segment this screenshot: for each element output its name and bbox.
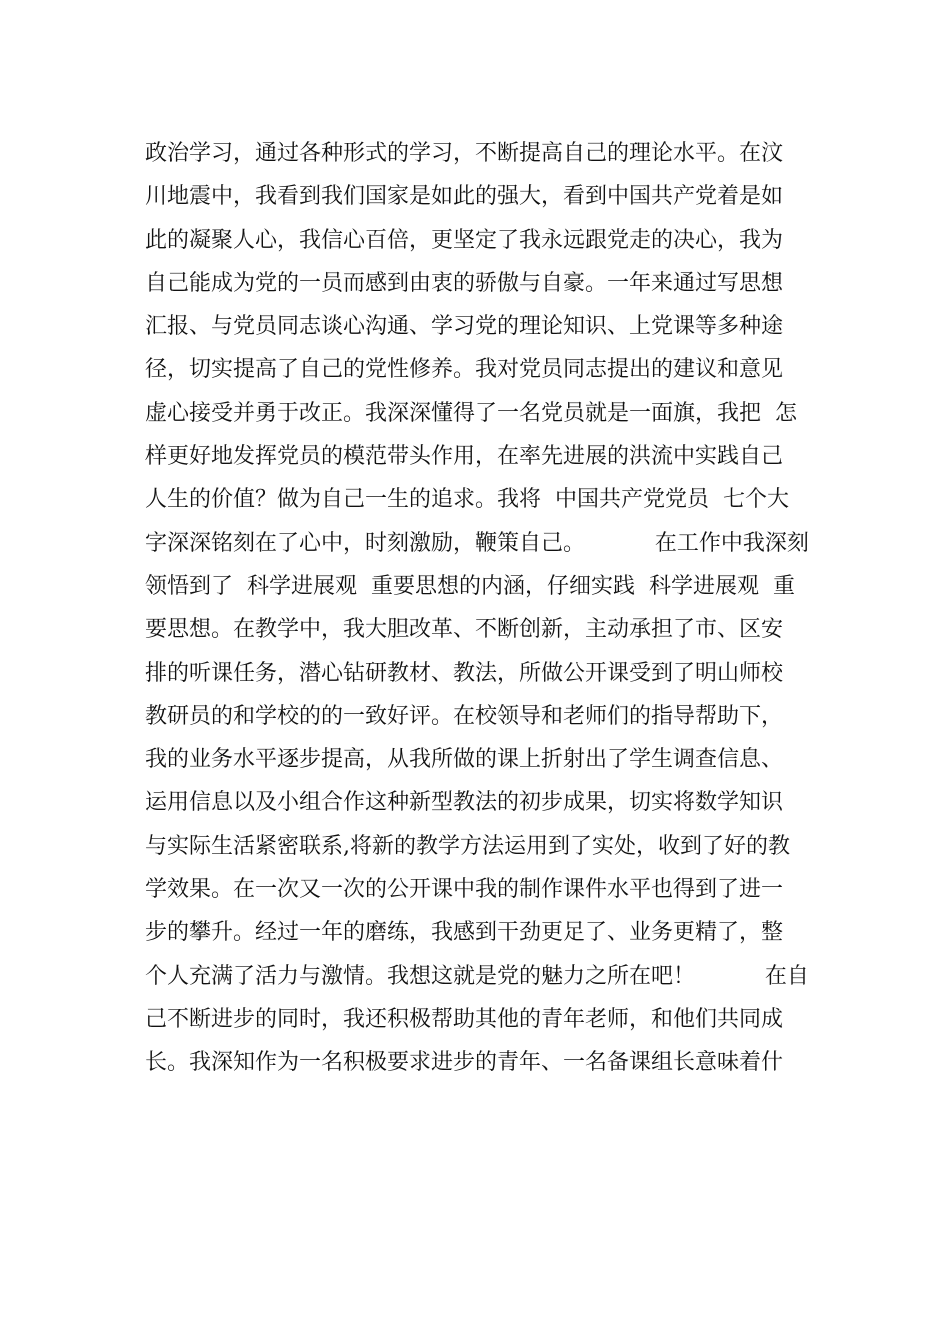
text-line: 虚心接受并勇于改正。我深深懂得了一名党员就是一面旗，我把 怎	[145, 400, 797, 426]
text-line: 汇报、与党员同志谈心沟通、学习党的理论知识、上党课等多种途	[145, 314, 784, 340]
text-line: 人生的价值？做为自己一生的追求。我将 中国共产党党员 七个大	[145, 487, 789, 513]
body-text	[145, 132, 815, 1085]
text-line: 己不断进步的同时，我还积极帮助其他的青年老师，和他们共同成	[145, 1006, 784, 1032]
text-line: 步的攀升。经过一年的磨练，我感到干劲更足了、业务更精了，整	[145, 920, 784, 946]
text-line: 运用信息以及小组合作这种新型教法的初步成果，切实将数学知识	[145, 790, 784, 816]
text-line: 要思想。在教学中，我大胆改革、不断创新，主动承担了市、区安	[145, 617, 784, 643]
text-line: 样更好地发挥党员的模范带头作用，在率先进展的洪流中实践自己	[145, 444, 784, 470]
text-line: 教研员的和学校的的一致好评。在校领导和老师们的指导帮助下，	[145, 703, 784, 729]
text-line: 我的业务水平逐步提高，从我所做的课上折射出了学生调查信息、	[145, 747, 784, 773]
text-line: 学效果。在一次又一次的公开课中我的制作课件水平也得到了进一	[145, 877, 784, 903]
text-line: 字深深铭刻在了心中，时刻激励，鞭策自己。 在工作中我深刻	[145, 530, 809, 556]
text-line: 排的听课任务，潜心钻研教材、教法，所做公开课受到了明山师校	[145, 660, 784, 686]
text-line: 领悟到了 科学进展观 重要思想的内涵，仔细实践 科学进展观 重	[145, 573, 795, 599]
text-line: 川地震中，我看到我们国家是如此的强大，看到中国共产党着是如	[145, 184, 784, 210]
text-line: 与实际生活紧密联系,将新的教学方法运用到了实处，收到了好的教	[145, 833, 790, 859]
text-line: 径，切实提高了自己的党性修养。我对党员同志提出的建议和意见	[145, 357, 784, 383]
text-line: 长。我深知作为一名积极要求进步的青年、一名备课组长意味着什	[145, 1050, 784, 1076]
text-line: 个人充满了活力与激情。我想这就是党的魅力之所在吧！ 在自	[145, 963, 809, 989]
text-line: 自己能成为党的一员而感到由衷的骄傲与自豪。一年来通过写思想	[145, 270, 784, 296]
text-line: 此的凝聚人心，我信心百倍，更坚定了我永远跟党走的决心，我为	[145, 227, 784, 253]
text-line: 政治学习，通过各种形式的学习，不断提高自己的理论水平。在汶	[145, 141, 784, 166]
